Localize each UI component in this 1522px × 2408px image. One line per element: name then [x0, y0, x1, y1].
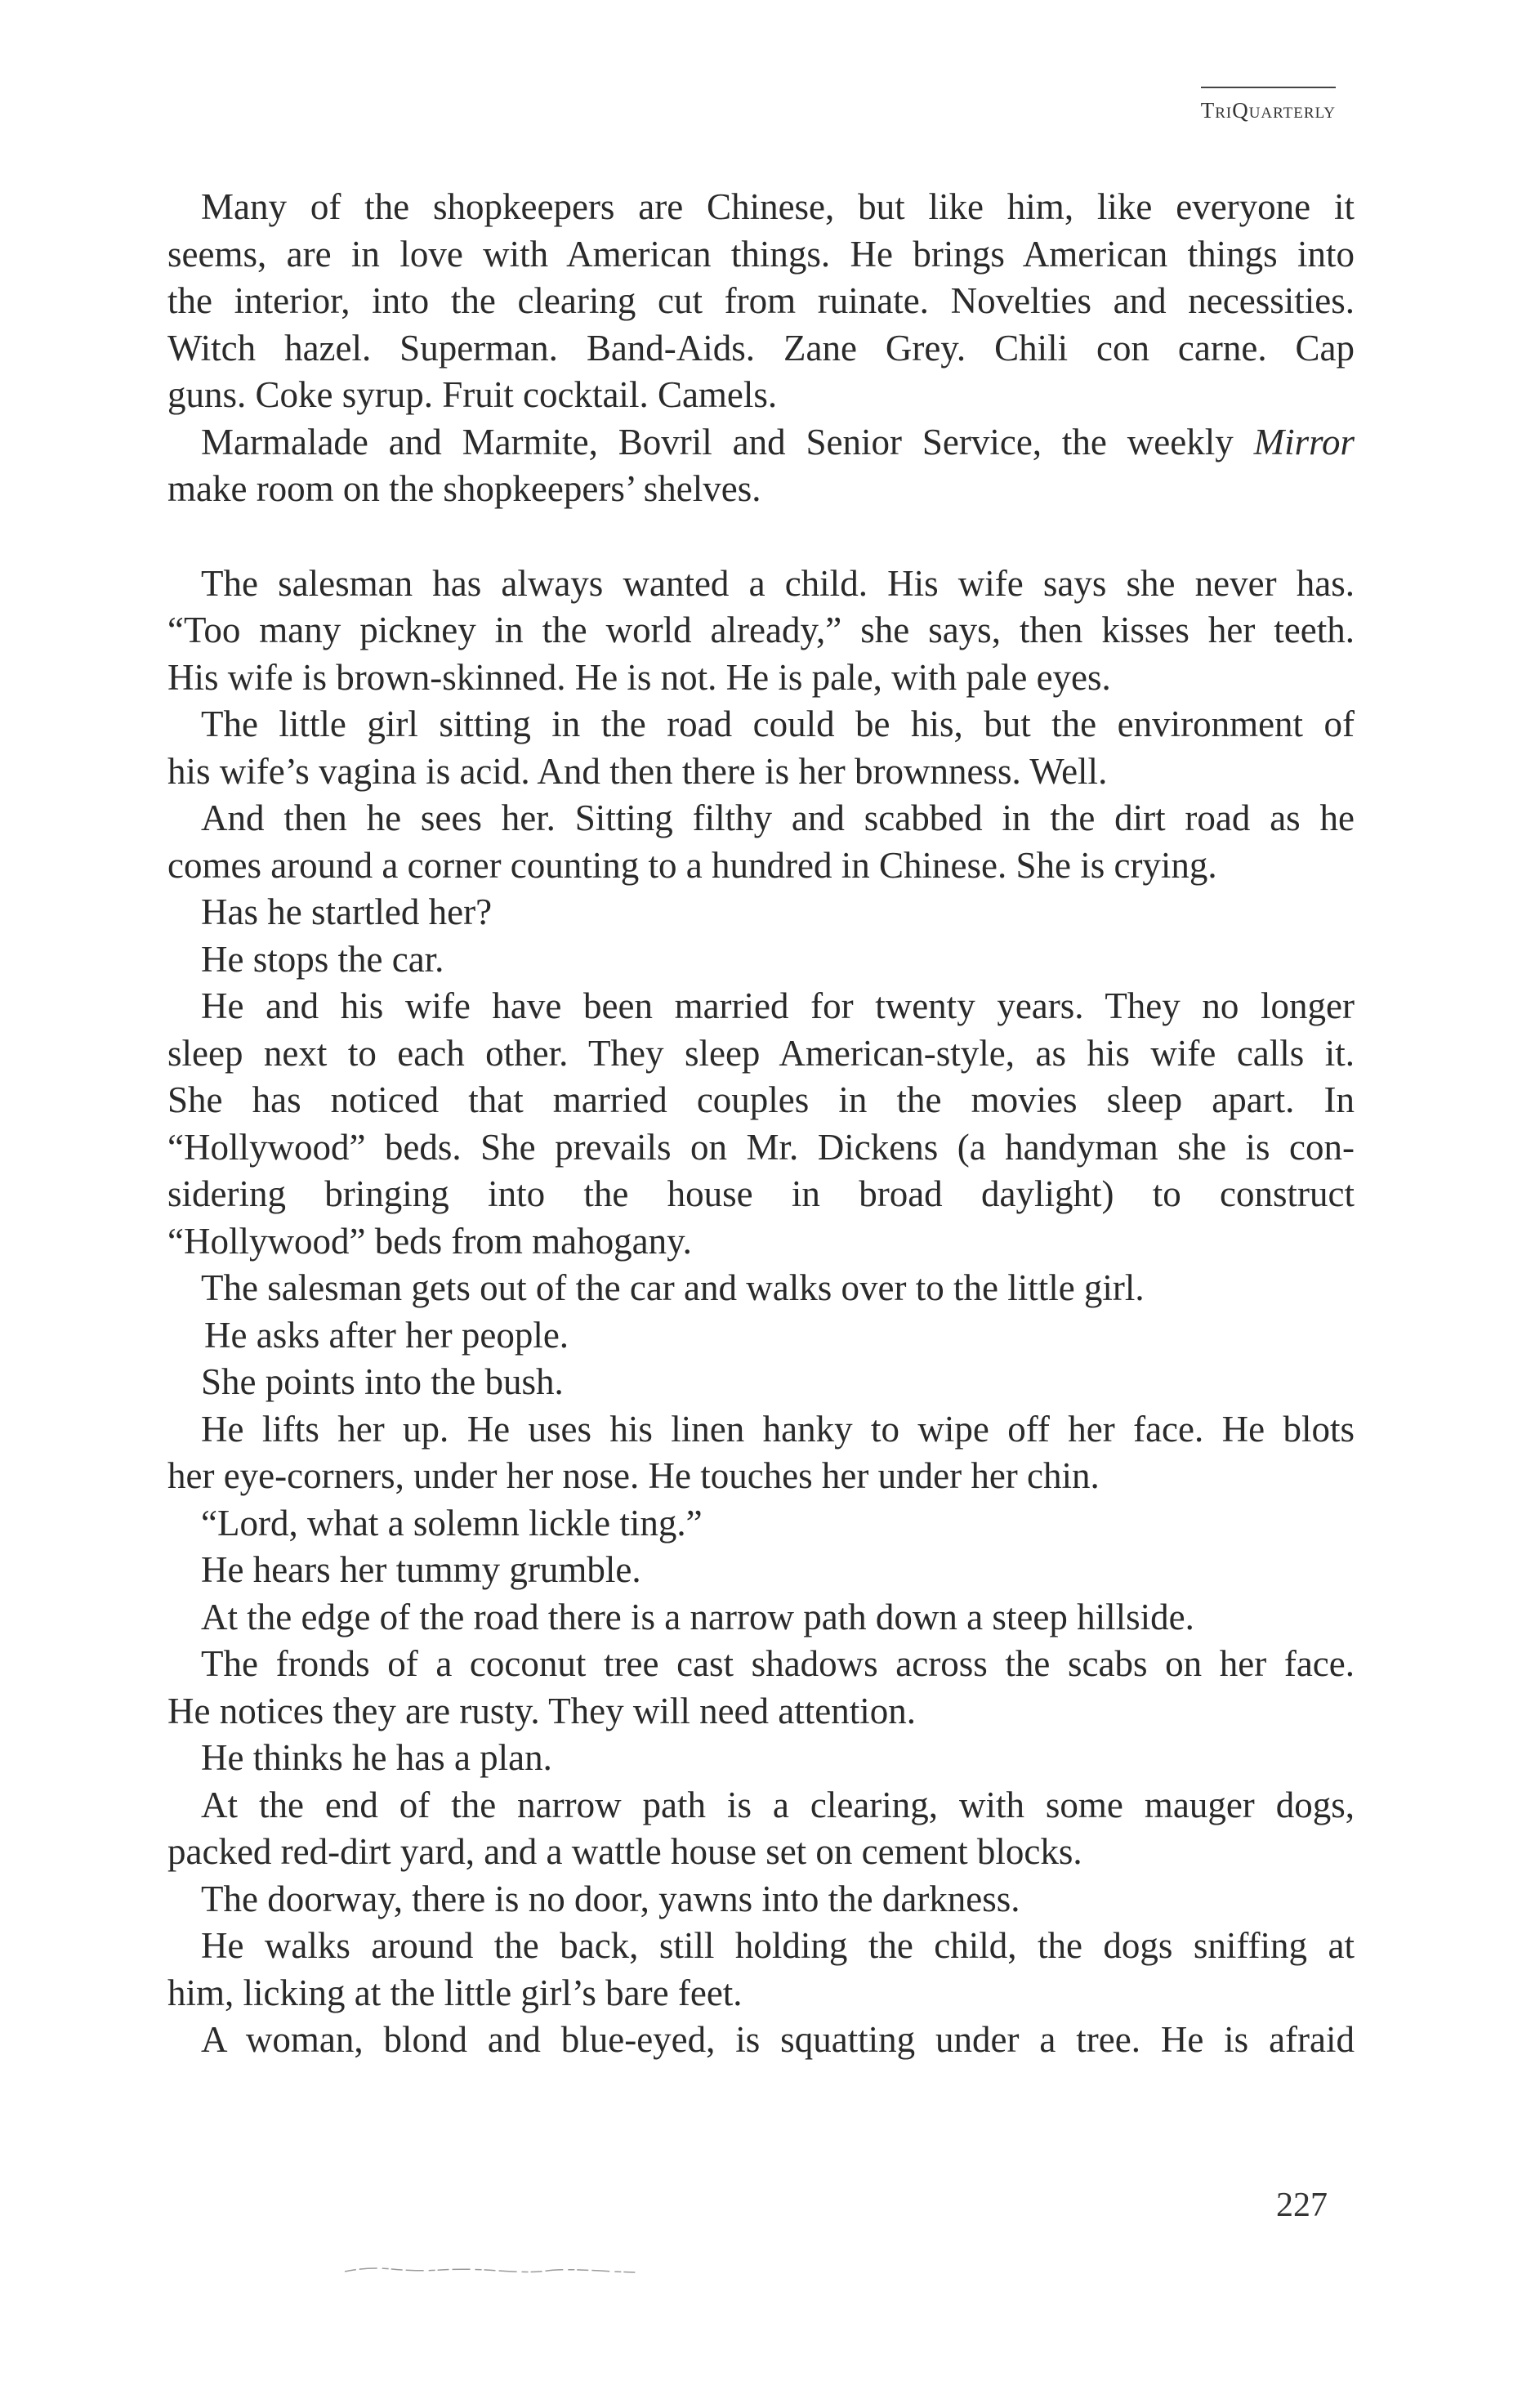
paragraph	[167, 1406, 1355, 1500]
paragraph	[167, 1359, 1355, 1406]
section-break	[167, 513, 1355, 561]
text-line: “Hollywood” beds. She prevails on Mr. Dickens (a handyman she is con-	[167, 1126, 1355, 1168]
paragraph	[167, 2017, 1355, 2064]
text-line: sleep next to each other. They sleep American-style, as his wife calls it.	[167, 1032, 1355, 1074]
text-line: He notices they are rusty. They will need attention.	[167, 1690, 916, 1731]
text-line: The salesman has always wanted a child. His wife says she never has.	[201, 562, 1355, 604]
paragraph	[167, 983, 1355, 1265]
text-line: The salesman gets out of the car and walks over to the little girl.	[201, 1267, 1145, 1308]
text-line: At the end of the narrow path is a clearing, with some mauger dogs,	[201, 1784, 1355, 1825]
paragraph	[167, 936, 1355, 984]
paragraph	[167, 561, 1355, 702]
text-line: His wife is brown-skinned. He is not. He is pale, with pale eyes.	[167, 656, 1111, 698]
paragraph	[167, 1641, 1355, 1735]
paragraph	[167, 795, 1355, 889]
text-line: her eye-corners, under her nose. He touches her under her chin.	[167, 1455, 1100, 1496]
text-line	[167, 419, 1355, 467]
text-line: She has noticed that married couples in the movies sleep apart. In	[167, 1079, 1355, 1120]
text-line: “Too many pickney in the world already,” she says, then kisses her teeth.	[167, 610, 1355, 650]
text-line: “Hollywood” beds from mahogany.	[167, 1220, 692, 1262]
paragraph	[167, 1594, 1355, 1642]
paragraph	[167, 1923, 1355, 2017]
text-line: He hears her tummy grumble.	[201, 1549, 641, 1590]
text-line: He stops the car.	[201, 938, 444, 980]
italic-title: Mirror	[1253, 421, 1355, 462]
running-head	[1201, 87, 1336, 123]
page-number: 227	[1276, 2187, 1328, 2224]
paragraph	[167, 1735, 1355, 1782]
paragraph	[167, 419, 1355, 513]
text-line: Has he startled her?	[201, 891, 493, 932]
text-line: him, licking at the little girl’s bare feet.	[167, 1972, 743, 2013]
text-line: make room on the shopkeepers’ shelves.	[167, 468, 761, 509]
text-line: packed red-dirt yard, and a wattle house set on cement blocks.	[167, 1831, 1082, 1872]
text-line: Witch hazel. Superman. Band-Aids. Zane Grey. Chili con carne. Cap	[167, 327, 1355, 369]
text-line: The doorway, there is no door, yawns into the darkness.	[201, 1878, 1020, 1919]
paragraph	[167, 889, 1355, 936]
paragraph	[167, 1500, 1355, 1548]
paragraph	[167, 701, 1355, 795]
text-line: The fronds of a coconut tree cast shadows across the scabs on her face.	[201, 1643, 1355, 1684]
text-line: Many of the shopkeepers are Chinese, but like him, like everyone it	[201, 186, 1355, 227]
text-line: At the edge of the road there is a narrow path down a steep hillside.	[201, 1596, 1194, 1637]
text-line: sidering bringing into the house in broad daylight) to construct	[167, 1173, 1355, 1214]
text-line: He lifts her up. He uses his linen hanky to wipe off her face. He blots	[201, 1408, 1355, 1450]
text-line: A woman, blond and blue-eyed, is squatting under a tree. He is afraid	[201, 2019, 1355, 2060]
paragraph	[167, 1876, 1355, 1923]
text-line: He asks after her people.	[204, 1314, 569, 1356]
paragraph	[167, 1312, 1355, 1360]
text-run: Marmalade and Marmite, Bovril and Senior Service, the weekly	[201, 421, 1254, 462]
text-line: seems, are in love with American things. He brings American things into	[167, 233, 1355, 275]
paragraph	[167, 1265, 1355, 1312]
text-line: He and his wife have been married for twenty years. They no longer	[201, 985, 1355, 1026]
body-text	[167, 184, 1355, 2064]
text-line: “Lord, what a solemn lickle ting.”	[201, 1502, 703, 1544]
paragraph	[167, 184, 1355, 419]
paragraph	[167, 1782, 1355, 1876]
paragraph	[167, 1547, 1355, 1594]
text-line: He thinks he has a plan.	[201, 1737, 552, 1778]
text-line: his wife’s vagina is acid. And then there is her brownness. Well.	[167, 750, 1108, 792]
text-line: guns. Coke syrup. Fruit cocktail. Camels.	[167, 374, 778, 415]
text-line: And then he sees her. Sitting filthy and scabbed in the dirt road as he	[201, 797, 1355, 838]
text-line: He walks around the back, still holding the child, the dogs sniffing at	[201, 1925, 1355, 1966]
scan-artifact	[343, 2263, 637, 2275]
running-head-text: TriQuarterly	[1200, 98, 1336, 123]
text-line: the interior, into the clearing cut from ruinate. Novelties and necessities.	[167, 280, 1355, 321]
text-line: comes around a corner counting to a hundred in Chinese. She is crying.	[167, 844, 1217, 886]
text-line: She points into the bush.	[201, 1361, 564, 1402]
text-line: The little girl sitting in the road could be his, but the environment of	[201, 704, 1355, 744]
